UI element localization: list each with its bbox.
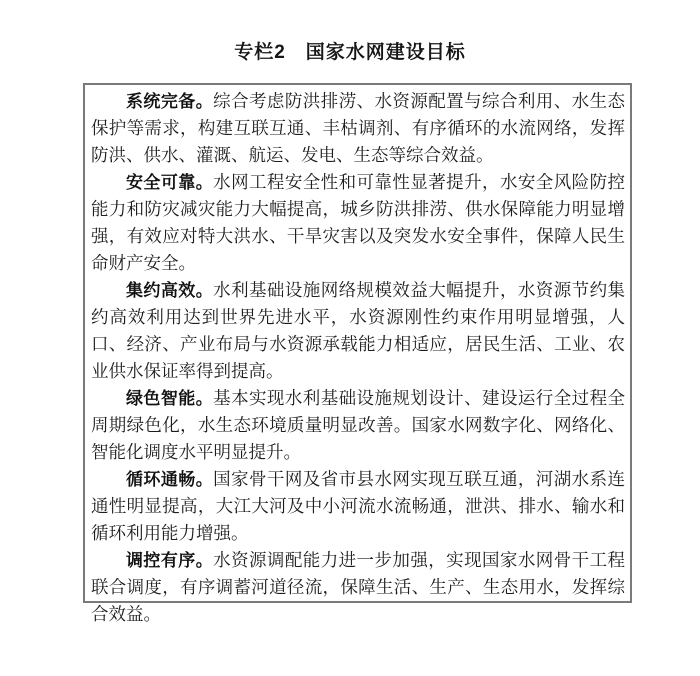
- paragraph-orderly-regulation: [91, 547, 625, 628]
- paragraph-green-intelligent: [91, 385, 625, 466]
- paragraph-body: 综合考虑防洪排涝、水资源配置与综合利用、水生态保护等需求，构建互联互通、丰枯调剂、有序循环的水流网络，发挥防洪、供水、灌溉、航运、发电、生态等综合效益。: [91, 91, 626, 165]
- page-title: 专栏2 国家水网建设目标: [234, 42, 466, 63]
- paragraph-lead: 绿色智能。: [126, 389, 214, 408]
- column-2-box: [83, 83, 632, 624]
- paragraph-intensive-efficient: [91, 277, 625, 385]
- paragraph-lead: 安全可靠。: [126, 173, 214, 192]
- paragraph-body: 水网工程安全性和可靠性显著提升，水安全风险防控能力和防灾减灾能力大幅提高，城乡防洪排涝、供水保障能力明显增强，有效应对特大洪水、干旱灾害以及突发水安全事件，保障人民生命财产安全。: [91, 172, 626, 273]
- paragraph-body: 基本实现水利基础设施规划设计、建设运行全过程全周期绿色化，水生态环境质量明显改善。国家水网数字化、网络化、智能化调度水平明显提升。: [91, 388, 626, 462]
- paragraph-lead: 系统完备。: [126, 92, 214, 111]
- paragraph-body: 水利基础设施网络规模效益大幅提升，水资源节约集约高效利用达到世界先进水平，水资源刚性约束作用明显增强，人口、经济、产业布局与水资源承载能力相适应，居民生活、工业、农业供水保证率得到提高。: [91, 280, 626, 381]
- paragraph-lead: 循环通畅。: [126, 470, 214, 489]
- paragraph-body: 水资源调配能力进一步加强，实现国家水网骨干工程联合调度，有序调蓄河道径流，保障生活、生产、生态用水，发挥综合效益。: [91, 550, 626, 624]
- paragraph-lead: 调控有序。: [126, 551, 214, 570]
- paragraph-circulation-smooth: [91, 466, 625, 547]
- paragraph-lead: 集约高效。: [126, 281, 214, 300]
- paragraph-body: 国家骨干网及省市县水网实现互联互通，河湖水系连通性明显提高，大江大河及中小河流水流畅通，泄洪、排水、输水和循环利用能力增强。: [91, 469, 626, 543]
- paragraph-system-complete: [91, 88, 625, 169]
- paragraph-safe-reliable: [91, 169, 625, 277]
